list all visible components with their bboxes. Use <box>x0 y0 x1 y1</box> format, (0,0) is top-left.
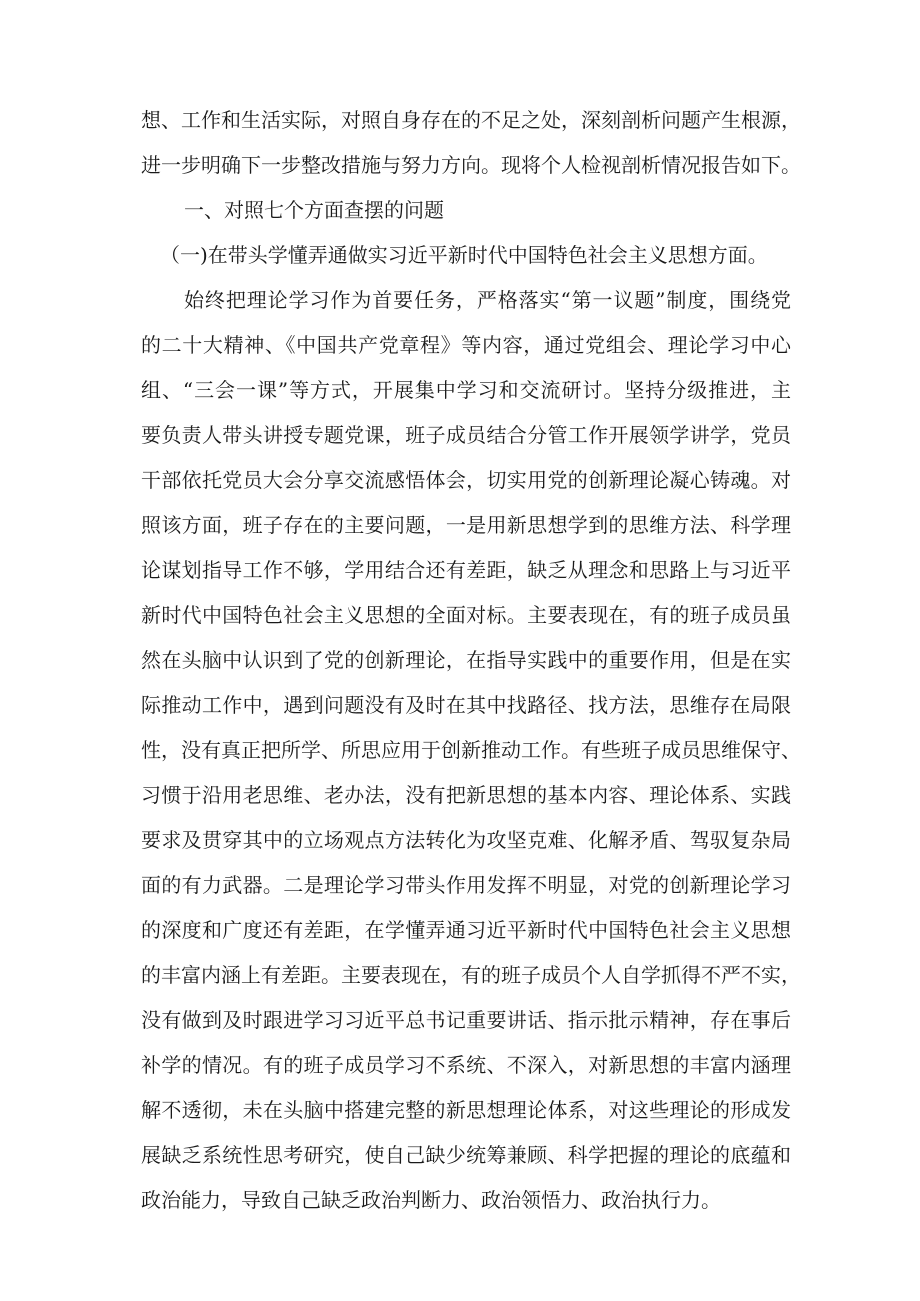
body-text-line: 然在头脑中认识到了党的创新理论，在指导实践中的重要作用，但是在实 <box>141 648 791 672</box>
body-text-line: 的丰富内涵上有差距。主要表现在，有的班子成员个人自学抓得不严不实， <box>141 963 801 987</box>
body-text-line: 新时代中国特色社会主义思想的全面对标。主要表现在，有的班子成员虽 <box>141 603 791 627</box>
body-text-line: 的深度和广度还有差距，在学懂弄通习近平新时代中国特色社会主义思想 <box>141 918 791 942</box>
body-text-line: 干部依托党员大会分享交流感悟体会，切实用党的创新理论凝心铸魂。对 <box>141 468 791 492</box>
section-heading: 一、对照七个方面查摆的问题 <box>184 198 444 222</box>
body-text-line: 进一步明确下一步整改措施与努力方向。现将个人检视剖析情况报告如下。 <box>141 153 801 177</box>
body-text-line: 解不透彻，未在头脑中搭建完整的新思想理论体系，对这些理论的形成发 <box>141 1098 791 1122</box>
body-text-line: 际推动工作中，遇到问题没有及时在其中找路径、找方法，思维存在局限 <box>141 693 791 717</box>
body-text-line: 展缺乏系统性思考研究，使自己缺少统筹兼顾、科学把握的理论的底蕴和 <box>141 1143 791 1167</box>
body-text-line: 要负责人带头讲授专题党课，班子成员结合分管工作开展领学讲学，党员 <box>141 423 791 447</box>
subsection-heading: （一)在带头学懂弄通做实习近平新时代中国特色社会主义思想方面。 <box>160 243 768 267</box>
body-text-line: 性，没有真正把所学、所思应用于创新推动工作。有些班子成员思维保守、 <box>141 738 801 762</box>
body-text-line: 没有做到及时跟进学习习近平总书记重要讲话、指示批示精神，存在事后 <box>141 1008 791 1032</box>
body-text-line: 照该方面，班子存在的主要问题，一是用新思想学到的思维方法、科学理 <box>141 513 791 537</box>
body-text-line: 要求及贯穿其中的立场观点方法转化为攻坚克难、化解矛盾、驾驭复杂局 <box>141 828 791 852</box>
body-text-line: 习惯于沿用老思维、老办法，没有把新思想的基本内容、理论体系、实践 <box>141 783 791 807</box>
body-text-line: 面的有力武器。二是理论学习带头作用发挥不明显，对党的创新理论学习 <box>141 873 791 897</box>
body-text-line: 论谋划指导工作不够，学用结合还有差距，缺乏从理念和思路上与习近平 <box>141 558 791 582</box>
body-text-line: 组、“三会一课”等方式，开展集中学习和交流研讨。坚持分级推进，主 <box>141 378 791 402</box>
body-text-line: 想、工作和生活实际，对照自身存在的不足之处，深刻剖析问题产生根源， <box>141 108 801 132</box>
paragraph-first-line: 始终把理论学习作为首要任务，严格落实“第一议题”制度，围绕党 <box>184 288 791 312</box>
body-text-line: 的二十大精神、《中国共产党章程》等内容，通过党组会、理论学习中心 <box>141 333 791 357</box>
body-text-line: 补学的情况。有的班子成员学习不系统、不深入，对新思想的丰富内涵理 <box>141 1053 791 1077</box>
paragraph-last-line: 政治能力，导致自己缺乏政治判断力、政治领悟力、政治执行力。 <box>141 1188 721 1212</box>
